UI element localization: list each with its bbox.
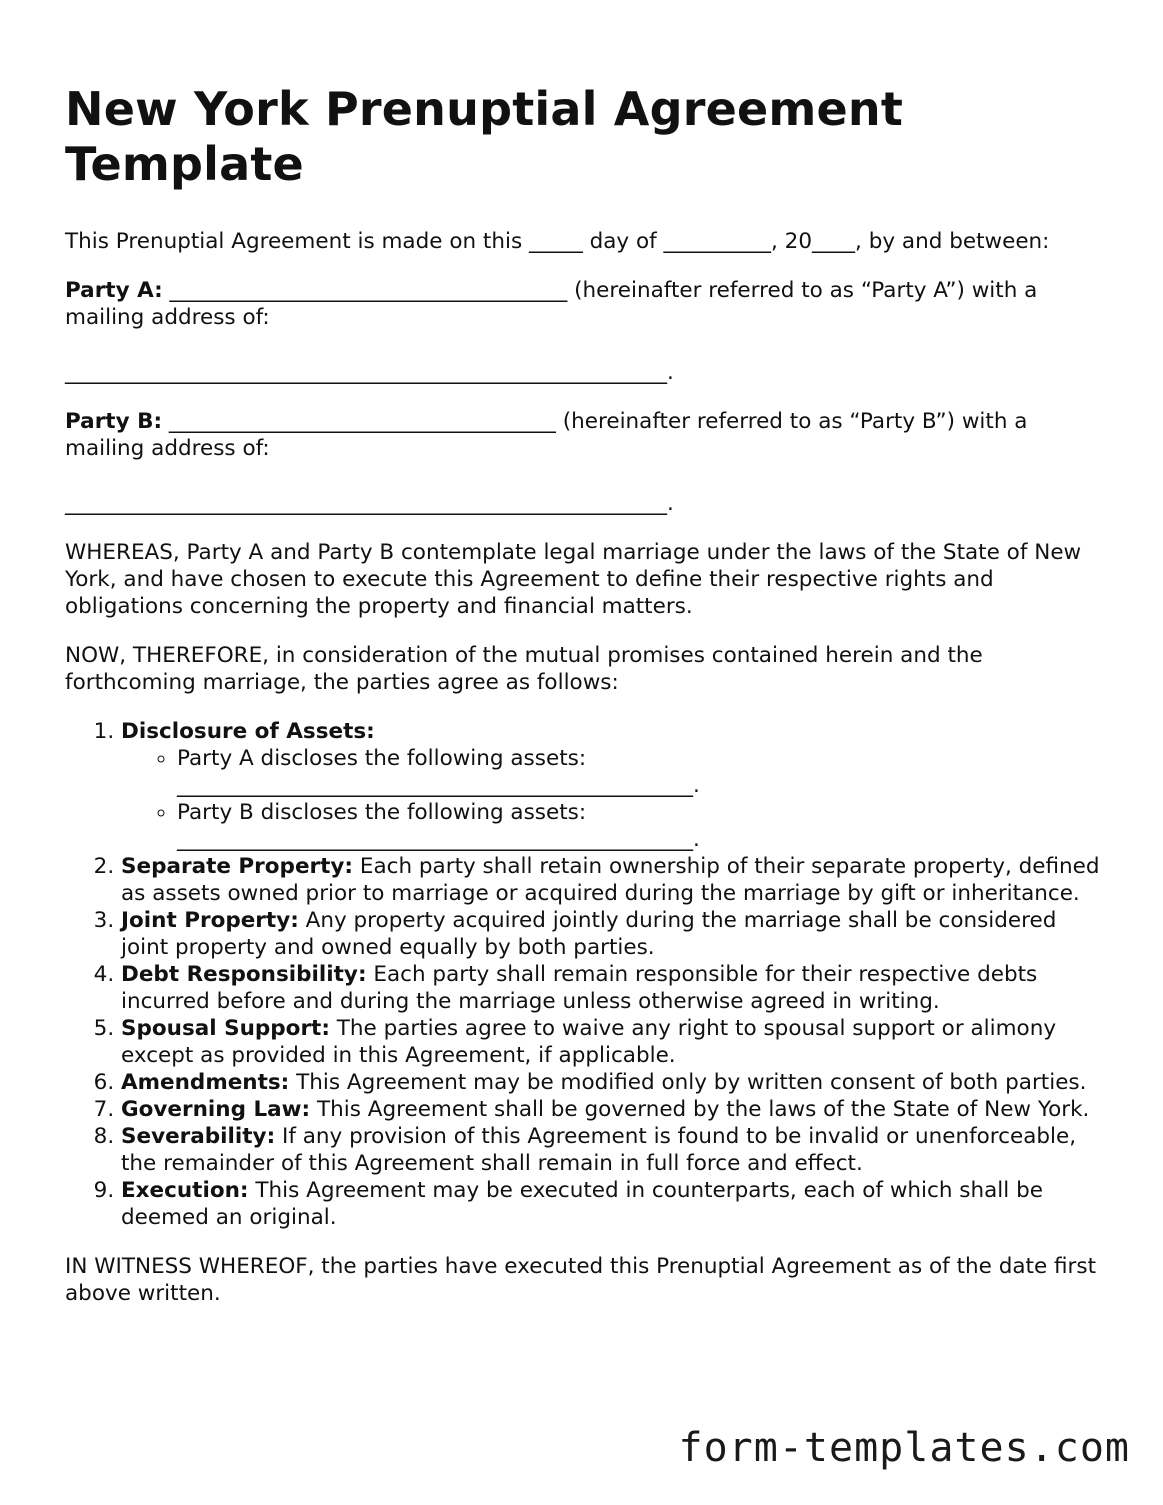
- clause-text: This Agreement shall be governed by the laws of the State of New York.: [310, 1097, 1090, 1122]
- disclosure-item: ◦ Party A discloses the following assets: ________________________________________________.: [177, 745, 1105, 799]
- clause-item: [121, 1015, 1105, 1069]
- party-a-label: Party A:: [65, 278, 163, 303]
- clause-heading: Amendments:: [121, 1070, 290, 1095]
- clause-item: [121, 907, 1105, 961]
- clause-heading: Debt Responsibility:: [121, 962, 367, 987]
- clause-heading: Disclosure of Assets:: [121, 719, 375, 744]
- party-b-label: Party B:: [65, 409, 163, 434]
- whereas-paragraph: WHEREAS, Party A and Party B contemplate legal marriage under the laws of the State of New York, and have chosen to execute this Agreement to define their respective rights and obligations concerning the property and financial matters.: [65, 540, 1082, 619]
- document-title: New York Prenuptial Agreement Template: [65, 82, 904, 191]
- clause-heading: Separate Property:: [121, 854, 354, 879]
- clause-text: The parties agree to waive any right to spousal support or alimony except as provided in this Agreement, if applicable.: [121, 1016, 1057, 1068]
- clause-item: [121, 853, 1105, 907]
- now-therefore-paragraph: NOW, THEREFORE, in consideration of the mutual promises contained herein and the forthcoming marriage, the parties agree as follows:: [65, 643, 983, 695]
- party-a-paragraph: [65, 277, 1105, 331]
- clause-text: Each party shall remain responsible for their respective debts incurred before and during the marriage unless otherwise agreed in writing.: [121, 962, 1038, 1014]
- clause-heading: Spousal Support:: [121, 1016, 330, 1041]
- party-b-paragraph: [65, 408, 1105, 462]
- clause-text: This Agreement may be executed in counterparts, each of which shall be deemed an original.: [121, 1178, 1043, 1230]
- clause-text: This Agreement may be modified only by written consent of both parties.: [289, 1070, 1087, 1095]
- party-a-address-line: ________________________________________________________.: [65, 360, 674, 385]
- party-b-address-line: ________________________________________________________.: [65, 491, 674, 516]
- intro-paragraph: This Prenuptial Agreement is made on this _____ day of __________, 20____, by and between:: [65, 229, 1050, 254]
- clause-heading: Execution:: [121, 1178, 249, 1203]
- clause-item: [121, 1177, 1105, 1231]
- clause-heading: Severability:: [121, 1124, 276, 1149]
- clause-text: Any property acquired jointly during the marriage shall be considered joint property and owned equally by both parties.: [121, 908, 1057, 960]
- clause-heading: Governing Law:: [121, 1097, 311, 1122]
- disclosure-sublist: [121, 745, 1105, 853]
- clauses-list: [65, 718, 1105, 1231]
- document-page: [65, 82, 1105, 1329]
- clause-heading: Joint Property:: [121, 908, 299, 933]
- clause-item: [121, 718, 1105, 853]
- clause-item: [121, 1123, 1105, 1177]
- clause-item: [121, 961, 1105, 1015]
- clause-text: Each party shall retain ownership of their separate property, defined as assets owned prior to marriage or acquired during the marriage by gift or inheritance.: [121, 854, 1100, 906]
- party-b-text: ____________________________________ (hereinafter referred to as “Party B”) with a mailing address of:: [65, 409, 1028, 461]
- witness-paragraph: IN WITNESS WHEREOF, the parties have executed this Prenuptial Agreement as of the date first above written.: [65, 1254, 1097, 1306]
- clause-item: [121, 1096, 1105, 1123]
- party-a-text: _____________________________________ (hereinafter referred to as “Party A”) with a mailing address of:: [65, 278, 1038, 330]
- watermark-text: form-templates.com: [678, 1425, 1130, 1471]
- clause-text: If any provision of this Agreement is found to be invalid or unenforceable, the remainder of this Agreement shall remain in full force and effect.: [121, 1124, 1077, 1176]
- disclosure-item: ◦ Party B discloses the following assets: ________________________________________________.: [177, 799, 1105, 853]
- clause-item: [121, 1069, 1105, 1096]
